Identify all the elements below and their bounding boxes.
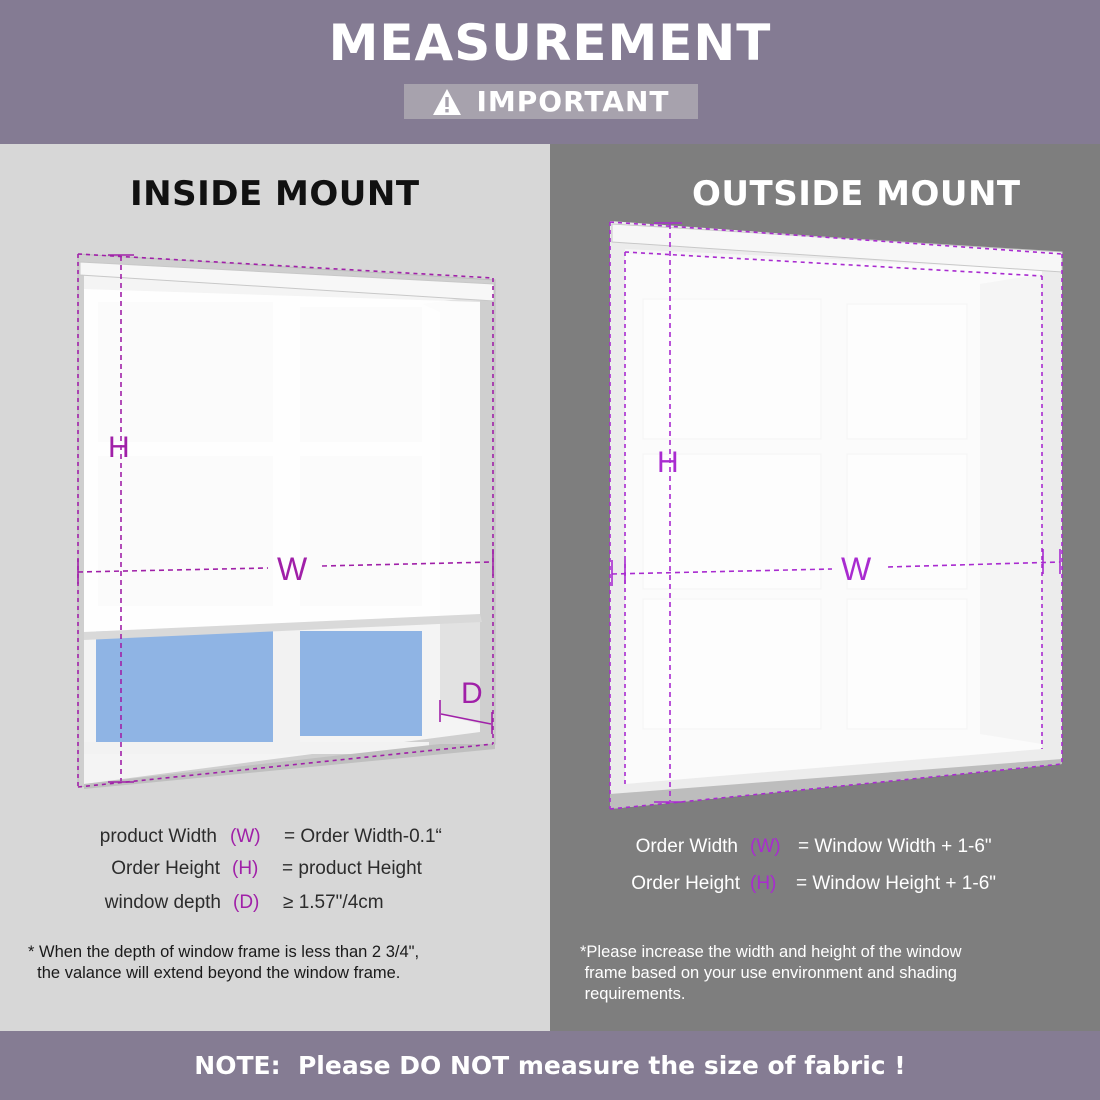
header xyxy=(0,0,1100,144)
inside-mount-panel xyxy=(0,144,550,1031)
important-label: IMPORTANT xyxy=(476,85,670,118)
page-title: MEASUREMENT xyxy=(328,14,772,72)
spec-letter: (H) xyxy=(232,858,259,879)
outside-mount-title: OUTSIDE MOUNT xyxy=(692,174,1021,214)
inside-mount-diagram xyxy=(0,144,550,1031)
depth-label: D xyxy=(461,677,483,710)
spec-label: Order Height xyxy=(111,858,220,879)
inside-note: * When the depth of window frame is less than 2 3/4", the valance will extend beyond the window frame. xyxy=(28,943,420,982)
width-label: W xyxy=(841,551,872,587)
spec-formula: = Window Width + 1-6" xyxy=(798,836,992,857)
shade-fabric xyxy=(625,249,1042,784)
width-label: W xyxy=(277,551,308,587)
outside-mount-panel xyxy=(550,144,1100,1031)
outside-note: *Please increase the width and height of the window frame based on your use environment and shading requirements. xyxy=(580,943,962,1003)
window-pane-top-right xyxy=(300,307,422,442)
inside-mount-title: INSIDE MOUNT xyxy=(130,174,420,214)
warning-triangle-icon xyxy=(432,88,462,116)
footer xyxy=(0,1031,1100,1100)
spec-label: Order Height xyxy=(631,873,740,894)
mullion-vertical xyxy=(273,631,300,743)
window-pane-top-left xyxy=(98,302,273,442)
height-label: H xyxy=(108,431,130,464)
spec-label: product Width xyxy=(99,826,217,847)
spec-formula: = Order Width-0.1“ xyxy=(284,826,442,847)
spec-formula: ≥ 1.57"/4cm xyxy=(283,892,384,913)
window-pane-bottom-right xyxy=(300,631,422,736)
spec-formula: = product Height xyxy=(282,858,422,879)
spec-label: window depth xyxy=(104,892,221,913)
window-pane-mid-right xyxy=(300,456,422,606)
outside-mount-diagram xyxy=(550,144,1100,1031)
important-badge xyxy=(404,84,698,119)
spec-letter: (H) xyxy=(750,873,777,894)
spec-label: Order Width xyxy=(635,836,738,857)
footer-note: NOTE: Please DO NOT measure the size of fabric ! xyxy=(194,1051,906,1080)
window-pane-bottom-left xyxy=(96,631,273,743)
spec-letter: (W) xyxy=(750,836,781,857)
spec-letter: (W) xyxy=(230,826,261,847)
spec-letter: (D) xyxy=(233,892,260,913)
window-pane-mid-left xyxy=(98,456,273,606)
spec-formula: = Window Height + 1-6" xyxy=(796,873,997,894)
height-label: H xyxy=(657,446,679,479)
